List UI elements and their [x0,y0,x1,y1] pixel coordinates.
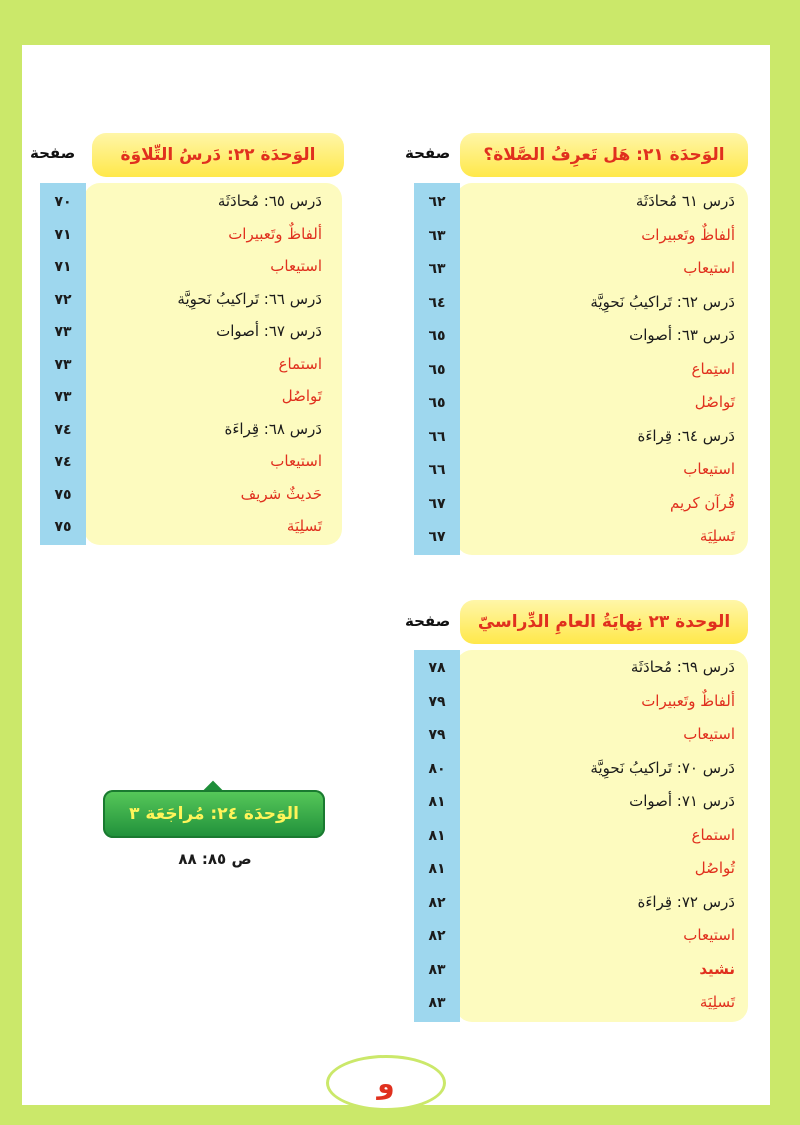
page-ref: ٨٣ [428,961,446,978]
page-ref: ٨٣ [428,995,446,1011]
page-ref: ٧٤ [54,421,72,438]
page-ref: ٦٤ [428,294,446,311]
lesson-item: تَواصُل [694,393,735,411]
lesson-item: حَديثٌ شريف [240,484,322,503]
page-ref: ٨٠ [428,760,446,777]
lesson-item: دَرس ٦٧: أصوات [216,322,322,340]
page-number: و [326,1055,446,1111]
lesson-item: تَسلِيَة [286,517,322,535]
page-ref: ٧٢ [54,291,72,308]
page-ref: ٧٣ [54,389,72,405]
lesson-item: استيعاب [270,452,322,470]
unit24-title: الوَحدَة ٢٤: مُراجَعَة ٣ [103,790,325,838]
unit21-page-header: صفحة [405,144,451,162]
page-ref: ٨٢ [428,928,446,944]
page-ref: ٦٦ [428,462,446,478]
page-ref: ٦٧ [428,495,446,512]
lesson-item: استيعاب [683,725,735,743]
page-ref: ٧١ [54,226,72,243]
unit22-title: الوَحدَة ٢٢: دَرسُ التِّلاوَة [92,133,344,177]
lesson-item: دَرس ٧٢: قِراءَة [637,892,735,911]
lesson-item: استِماع [691,359,735,378]
lesson-item: تَسلِيَة [699,527,735,545]
lesson-item: دَرس ٦٨: قِراءَة [224,419,322,438]
page-ref: ٦٣ [428,261,446,277]
page-ref: ٧١ [54,259,72,275]
lesson-item: دَرس ٦١ مُحادَثَة [635,192,735,210]
unit22-page-header: صفحة [30,144,76,162]
page-ref: ٧٤ [54,454,72,470]
unit23-page-header: صفحة [405,612,451,630]
page-ref: ٨٢ [428,894,446,911]
page-ref: ٨١ [428,794,446,810]
lesson-item: دَرس ٧١: أصوات [629,792,735,810]
page-ref: ٧٨ [428,660,446,676]
page-ref: ٧٩ [428,693,446,710]
lesson-item: نشيد [699,959,735,978]
unit23-title: الوحدة ٢٣ نِهايَةُ العامِ الدِّراسيّ [460,600,748,644]
unit21-title: الوَحدَة ٢١: هَل تَعرِفُ الصَّلاة؟ [460,133,748,177]
page-ref: ٧٣ [54,356,72,373]
lesson-item: دَرس ٦٥: مُحادَثَة [217,192,322,210]
lesson-item: دَرس ٦٢: تَراكيبُ نَحوِيَّة [590,292,735,311]
lesson-item: دَرس ٦٤: قِراءَة [637,426,735,445]
lesson-item: استماع [278,354,322,373]
page-ref: ٦٣ [428,227,446,244]
lesson-item: ألفاظٌ وتَعبيرات [641,225,735,244]
lesson-item: دَرس ٦٣: أصوات [629,326,735,344]
page-ref: ٦٧ [428,529,446,545]
page-ref: ٧٠ [54,194,72,210]
lesson-item: قُرآن كريم [670,493,735,512]
lesson-item: ألفاظٌ وتَعبيرات [641,691,735,710]
lesson-item: تُواصُل [694,859,735,877]
lesson-item: دَرس ٦٦: تَراكيبُ نَحوِيَّة [177,289,322,308]
page-ref: ٨١ [428,827,446,844]
page-ref: ٧٩ [428,727,446,743]
page-ref: ٨١ [428,861,446,877]
page-ref: ٦٥ [428,328,446,344]
page-ref: ٦٥ [428,361,446,378]
lesson-item: دَرس ٦٩: مُحادَثَة [630,658,735,676]
page-ref: ٧٥ [54,486,72,503]
lesson-item: استيعاب [683,926,735,944]
unit24-pages: ص ٨٥: ٨٨ [178,850,252,868]
lesson-item: تَواصُل [281,387,322,405]
lesson-item: ألفاظٌ وتَعبيرات [228,224,322,243]
lesson-item: استيعاب [270,257,322,275]
lesson-item: استيعاب [683,460,735,478]
page-ref: ٧٣ [54,324,72,340]
lesson-item: تَسلِيَة [699,993,735,1011]
page-ref: ٦٥ [428,395,446,411]
lesson-item: استيعاب [683,259,735,277]
page-ref: ٦٦ [428,428,446,445]
lesson-item: دَرس ٧٠: تَراكيبُ نَحوِيَّة [590,758,735,777]
page-ref: ٦٢ [428,194,446,210]
lesson-item: استماع [691,825,735,844]
page-ref: ٧٥ [54,519,72,535]
